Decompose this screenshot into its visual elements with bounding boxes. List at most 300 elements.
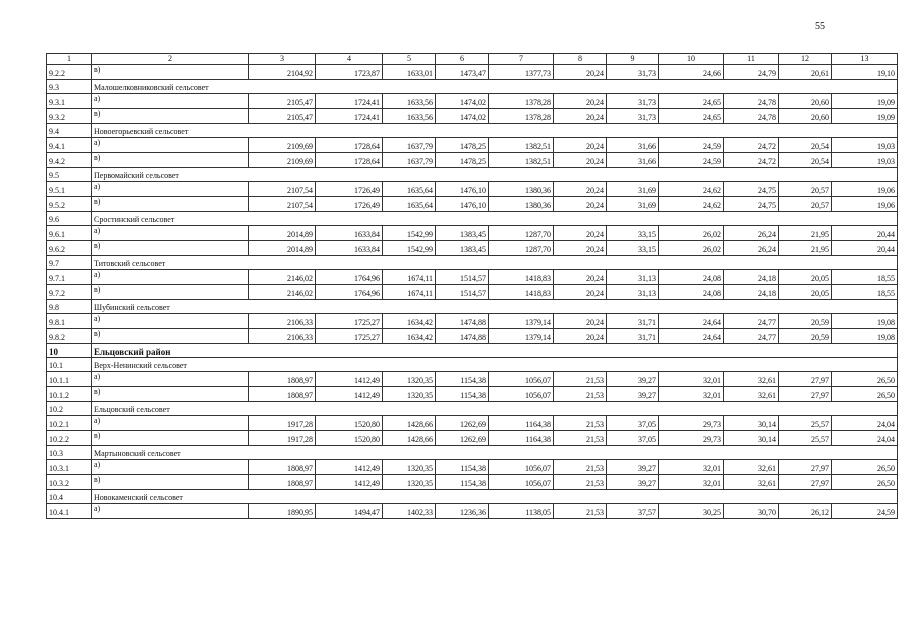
- row-code: 10.4.1: [47, 504, 92, 519]
- value-cell: 24,62: [659, 182, 724, 197]
- table-row: [47, 504, 898, 519]
- value-cell: 18,55: [832, 270, 898, 285]
- value-cell: 1320,35: [383, 460, 436, 475]
- value-cell: 25,57: [779, 431, 832, 446]
- value-cell: 27,97: [779, 387, 832, 402]
- value-cell: 1633,56: [383, 94, 436, 109]
- column-header: 6: [436, 54, 489, 65]
- row-variant: а): [92, 138, 249, 153]
- value-cell: 1428,66: [383, 431, 436, 446]
- section-code: 10.4: [47, 490, 92, 504]
- value-cell: 21,53: [554, 431, 607, 446]
- section-row: [47, 212, 898, 226]
- value-cell: 24,78: [724, 109, 779, 124]
- value-cell: 26,12: [779, 504, 832, 519]
- value-cell: 32,01: [659, 387, 724, 402]
- value-cell: 31,13: [607, 270, 659, 285]
- value-cell: 24,04: [832, 431, 898, 446]
- value-cell: 19,06: [832, 197, 898, 212]
- row-variant: в): [92, 285, 249, 300]
- value-cell: 2109,69: [249, 153, 316, 168]
- value-cell: 1287,70: [489, 226, 554, 241]
- value-cell: 1377,73: [489, 65, 554, 80]
- value-cell: 1726,49: [316, 182, 383, 197]
- section-name: Титовский сельсовет: [92, 256, 898, 270]
- value-cell: 31,73: [607, 109, 659, 124]
- value-cell: 24,78: [724, 94, 779, 109]
- value-cell: 1890,95: [249, 504, 316, 519]
- row-code: 9.7.2: [47, 285, 92, 300]
- value-cell: 24,04: [832, 416, 898, 431]
- value-cell: 1164,38: [489, 431, 554, 446]
- table-row: [47, 475, 898, 490]
- value-cell: 1383,45: [436, 241, 489, 256]
- row-variant: а): [92, 94, 249, 109]
- value-cell: 2109,69: [249, 138, 316, 153]
- value-cell: 39,27: [607, 387, 659, 402]
- column-header: 10: [659, 54, 724, 65]
- section-code: 9.3: [47, 80, 92, 94]
- row-code: 10.1.2: [47, 387, 92, 402]
- section-code: 9.5: [47, 168, 92, 182]
- value-cell: 1474,02: [436, 94, 489, 109]
- value-cell: 1412,49: [316, 475, 383, 490]
- section-code: 9.6: [47, 212, 92, 226]
- row-code: 10.1.1: [47, 372, 92, 387]
- value-cell: 1474,88: [436, 314, 489, 329]
- value-cell: 1382,51: [489, 153, 554, 168]
- value-cell: 21,53: [554, 475, 607, 490]
- value-cell: 1494,47: [316, 504, 383, 519]
- column-header: 2: [92, 54, 249, 65]
- value-cell: 1236,36: [436, 504, 489, 519]
- value-cell: 26,50: [832, 475, 898, 490]
- value-cell: 26,50: [832, 387, 898, 402]
- value-cell: 2107,54: [249, 197, 316, 212]
- value-cell: 1724,41: [316, 109, 383, 124]
- value-cell: 37,05: [607, 416, 659, 431]
- value-cell: 24,64: [659, 314, 724, 329]
- value-cell: 19,09: [832, 109, 898, 124]
- value-cell: 1520,80: [316, 431, 383, 446]
- value-cell: 24,77: [724, 314, 779, 329]
- column-header: 1: [47, 54, 92, 65]
- value-cell: 1056,07: [489, 372, 554, 387]
- value-cell: 2106,33: [249, 314, 316, 329]
- value-cell: 20,59: [779, 314, 832, 329]
- value-cell: 1808,97: [249, 475, 316, 490]
- value-cell: 19,03: [832, 153, 898, 168]
- value-cell: 20,60: [779, 109, 832, 124]
- column-header: 3: [249, 54, 316, 65]
- column-header: 11: [724, 54, 779, 65]
- value-cell: 20,24: [554, 241, 607, 256]
- value-cell: 1542,99: [383, 241, 436, 256]
- table-row: [47, 285, 898, 300]
- value-cell: 27,97: [779, 460, 832, 475]
- value-cell: 1138,05: [489, 504, 554, 519]
- value-cell: 20,61: [779, 65, 832, 80]
- value-cell: 19,08: [832, 314, 898, 329]
- value-cell: 21,53: [554, 460, 607, 475]
- value-cell: 20,05: [779, 285, 832, 300]
- value-cell: 1726,49: [316, 197, 383, 212]
- value-cell: 27,97: [779, 372, 832, 387]
- value-cell: 29,73: [659, 431, 724, 446]
- value-cell: 1056,07: [489, 387, 554, 402]
- row-code: 10.2.1: [47, 416, 92, 431]
- row-variant: в): [92, 153, 249, 168]
- value-cell: 33,15: [607, 241, 659, 256]
- value-cell: 24,72: [724, 153, 779, 168]
- value-cell: 2014,89: [249, 226, 316, 241]
- row-code: 9.7.1: [47, 270, 92, 285]
- value-cell: 1476,10: [436, 197, 489, 212]
- value-cell: 18,55: [832, 285, 898, 300]
- value-cell: 20,60: [779, 94, 832, 109]
- section-row: [47, 124, 898, 138]
- value-cell: 1674,11: [383, 285, 436, 300]
- value-cell: 20,24: [554, 285, 607, 300]
- table-row: [47, 138, 898, 153]
- value-cell: 1728,64: [316, 138, 383, 153]
- row-variant: а): [92, 314, 249, 329]
- section-row: [47, 80, 898, 94]
- value-cell: 29,73: [659, 416, 724, 431]
- row-variant: а): [92, 504, 249, 519]
- table-row: [47, 270, 898, 285]
- value-cell: 1428,66: [383, 416, 436, 431]
- value-cell: 24,75: [724, 182, 779, 197]
- value-cell: 24,08: [659, 270, 724, 285]
- value-cell: 1287,70: [489, 241, 554, 256]
- value-cell: 1418,83: [489, 270, 554, 285]
- value-cell: 1723,87: [316, 65, 383, 80]
- value-cell: 1412,49: [316, 372, 383, 387]
- value-cell: 1154,38: [436, 372, 489, 387]
- table-row: [47, 460, 898, 475]
- tariff-table: [46, 53, 898, 519]
- value-cell: 20,54: [779, 138, 832, 153]
- value-cell: 37,05: [607, 431, 659, 446]
- page-number: 55: [815, 21, 825, 32]
- value-cell: 24,79: [724, 65, 779, 80]
- row-code: 10.3.2: [47, 475, 92, 490]
- column-header: 5: [383, 54, 436, 65]
- value-cell: 1808,97: [249, 387, 316, 402]
- value-cell: 20,24: [554, 226, 607, 241]
- value-cell: 31,13: [607, 285, 659, 300]
- row-variant: а): [92, 226, 249, 241]
- value-cell: 30,70: [724, 504, 779, 519]
- value-cell: 32,61: [724, 372, 779, 387]
- value-cell: 39,27: [607, 372, 659, 387]
- row-code: 9.8.2: [47, 329, 92, 344]
- column-header: 7: [489, 54, 554, 65]
- value-cell: 1808,97: [249, 372, 316, 387]
- section-row: [47, 256, 898, 270]
- value-cell: 20,24: [554, 65, 607, 80]
- column-header: 8: [554, 54, 607, 65]
- row-variant: в): [92, 65, 249, 80]
- value-cell: 2146,02: [249, 270, 316, 285]
- value-cell: 1635,64: [383, 197, 436, 212]
- value-cell: 24,59: [832, 504, 898, 519]
- value-cell: 31,69: [607, 182, 659, 197]
- value-cell: 32,01: [659, 372, 724, 387]
- value-cell: 1674,11: [383, 270, 436, 285]
- value-cell: 1382,51: [489, 138, 554, 153]
- value-cell: 20,05: [779, 270, 832, 285]
- value-cell: 19,08: [832, 329, 898, 344]
- row-variant: в): [92, 431, 249, 446]
- value-cell: 32,61: [724, 387, 779, 402]
- section-code: 10.1: [47, 358, 92, 372]
- section-name: Верх-Ненинский сельсовет: [92, 358, 898, 372]
- value-cell: 1542,99: [383, 226, 436, 241]
- row-variant: в): [92, 329, 249, 344]
- section-code: 9.4: [47, 124, 92, 138]
- section-name: Новоегорьевский сельсовет: [92, 124, 898, 138]
- value-cell: 26,50: [832, 372, 898, 387]
- value-cell: 24,72: [724, 138, 779, 153]
- value-cell: 32,61: [724, 460, 779, 475]
- value-cell: 1637,79: [383, 153, 436, 168]
- value-cell: 1637,79: [383, 138, 436, 153]
- value-cell: 1633,56: [383, 109, 436, 124]
- section-code: 9.7: [47, 256, 92, 270]
- row-code: 9.6.1: [47, 226, 92, 241]
- value-cell: 1724,41: [316, 94, 383, 109]
- value-cell: 1262,69: [436, 416, 489, 431]
- value-cell: 1633,01: [383, 65, 436, 80]
- value-cell: 24,65: [659, 94, 724, 109]
- row-code: 9.4.1: [47, 138, 92, 153]
- value-cell: 1633,84: [316, 226, 383, 241]
- value-cell: 2105,47: [249, 109, 316, 124]
- value-cell: 1380,36: [489, 182, 554, 197]
- column-header: 12: [779, 54, 832, 65]
- value-cell: 32,01: [659, 475, 724, 490]
- value-cell: 20,24: [554, 138, 607, 153]
- table-row: [47, 65, 898, 80]
- value-cell: 2107,54: [249, 182, 316, 197]
- value-cell: 39,27: [607, 460, 659, 475]
- value-cell: 1320,35: [383, 387, 436, 402]
- value-cell: 20,44: [832, 241, 898, 256]
- row-code: 9.5.2: [47, 197, 92, 212]
- value-cell: 1412,49: [316, 387, 383, 402]
- value-cell: 1514,57: [436, 285, 489, 300]
- value-cell: 24,59: [659, 138, 724, 153]
- value-cell: 1514,57: [436, 270, 489, 285]
- value-cell: 26,02: [659, 241, 724, 256]
- value-cell: 19,06: [832, 182, 898, 197]
- row-code: 9.3.2: [47, 109, 92, 124]
- table-row: [47, 329, 898, 344]
- district-row: [47, 344, 898, 358]
- value-cell: 1262,69: [436, 431, 489, 446]
- value-cell: 31,73: [607, 65, 659, 80]
- value-cell: 1402,33: [383, 504, 436, 519]
- value-cell: 1154,38: [436, 475, 489, 490]
- value-cell: 1056,07: [489, 475, 554, 490]
- section-name: Мартыновский сельсовет: [92, 446, 898, 460]
- value-cell: 1917,28: [249, 431, 316, 446]
- value-cell: 2104,92: [249, 65, 316, 80]
- row-variant: а): [92, 372, 249, 387]
- row-variant: в): [92, 241, 249, 256]
- value-cell: 20,24: [554, 197, 607, 212]
- value-cell: 2014,89: [249, 241, 316, 256]
- section-name: Сростинский сельсовет: [92, 212, 898, 226]
- value-cell: 20,59: [779, 329, 832, 344]
- row-code: 10.2.2: [47, 431, 92, 446]
- value-cell: 21,53: [554, 372, 607, 387]
- value-cell: 1154,38: [436, 460, 489, 475]
- value-cell: 24,64: [659, 329, 724, 344]
- value-cell: 19,10: [832, 65, 898, 80]
- value-cell: 24,75: [724, 197, 779, 212]
- value-cell: 1635,64: [383, 182, 436, 197]
- value-cell: 30,14: [724, 431, 779, 446]
- section-name: Малошелковниковский сельсовет: [92, 80, 898, 94]
- row-variant: а): [92, 270, 249, 285]
- value-cell: 21,95: [779, 226, 832, 241]
- row-code: 9.5.1: [47, 182, 92, 197]
- value-cell: 2146,02: [249, 285, 316, 300]
- row-code: 10.3.1: [47, 460, 92, 475]
- table-body: [47, 54, 898, 519]
- value-cell: 1634,42: [383, 314, 436, 329]
- row-variant: а): [92, 460, 249, 475]
- row-variant: а): [92, 182, 249, 197]
- row-variant: в): [92, 387, 249, 402]
- value-cell: 24,66: [659, 65, 724, 80]
- value-cell: 31,66: [607, 153, 659, 168]
- section-row: [47, 490, 898, 504]
- table-row: [47, 226, 898, 241]
- value-cell: 31,69: [607, 197, 659, 212]
- row-code: 9.6.2: [47, 241, 92, 256]
- value-cell: 1474,88: [436, 329, 489, 344]
- value-cell: 1520,80: [316, 416, 383, 431]
- value-cell: 20,24: [554, 153, 607, 168]
- table-row: [47, 416, 898, 431]
- value-cell: 24,18: [724, 270, 779, 285]
- value-cell: 21,53: [554, 416, 607, 431]
- value-cell: 33,15: [607, 226, 659, 241]
- value-cell: 20,24: [554, 109, 607, 124]
- table-row: [47, 431, 898, 446]
- table-row: [47, 314, 898, 329]
- value-cell: 24,62: [659, 197, 724, 212]
- value-cell: 1478,25: [436, 153, 489, 168]
- value-cell: 21,53: [554, 504, 607, 519]
- section-code: 10: [47, 344, 92, 358]
- value-cell: 2106,33: [249, 329, 316, 344]
- value-cell: 1383,45: [436, 226, 489, 241]
- value-cell: 1633,84: [316, 241, 383, 256]
- table-row: [47, 182, 898, 197]
- column-header: 9: [607, 54, 659, 65]
- section-code: 10.2: [47, 402, 92, 416]
- value-cell: 20,57: [779, 182, 832, 197]
- row-code: 9.3.1: [47, 94, 92, 109]
- value-cell: 1154,38: [436, 387, 489, 402]
- section-row: [47, 168, 898, 182]
- value-cell: 19,09: [832, 94, 898, 109]
- value-cell: 24,18: [724, 285, 779, 300]
- value-cell: 20,24: [554, 94, 607, 109]
- value-cell: 20,24: [554, 329, 607, 344]
- value-cell: 1725,27: [316, 314, 383, 329]
- value-cell: 20,24: [554, 270, 607, 285]
- table-row: [47, 94, 898, 109]
- value-cell: 1379,14: [489, 329, 554, 344]
- header-row: [47, 54, 898, 65]
- value-cell: 31,71: [607, 314, 659, 329]
- value-cell: 1378,28: [489, 109, 554, 124]
- value-cell: 20,44: [832, 226, 898, 241]
- value-cell: 21,53: [554, 387, 607, 402]
- row-variant: а): [92, 416, 249, 431]
- value-cell: 32,01: [659, 460, 724, 475]
- value-cell: 1728,64: [316, 153, 383, 168]
- value-cell: 2105,47: [249, 94, 316, 109]
- value-cell: 27,97: [779, 475, 832, 490]
- value-cell: 30,25: [659, 504, 724, 519]
- table-row: [47, 153, 898, 168]
- value-cell: 32,61: [724, 475, 779, 490]
- value-cell: 24,08: [659, 285, 724, 300]
- section-row: [47, 300, 898, 314]
- value-cell: 1764,96: [316, 285, 383, 300]
- value-cell: 30,14: [724, 416, 779, 431]
- table-row: [47, 197, 898, 212]
- value-cell: 37,57: [607, 504, 659, 519]
- table-row: [47, 109, 898, 124]
- row-variant: в): [92, 197, 249, 212]
- value-cell: 1320,35: [383, 475, 436, 490]
- row-code: 9.8.1: [47, 314, 92, 329]
- value-cell: 24,65: [659, 109, 724, 124]
- section-name: Шубинский сельсовет: [92, 300, 898, 314]
- value-cell: 31,73: [607, 94, 659, 109]
- value-cell: 39,27: [607, 475, 659, 490]
- section-row: [47, 402, 898, 416]
- value-cell: 24,77: [724, 329, 779, 344]
- district-name: Ельцовский район: [92, 344, 898, 358]
- value-cell: 1476,10: [436, 182, 489, 197]
- value-cell: 1725,27: [316, 329, 383, 344]
- value-cell: 1164,38: [489, 416, 554, 431]
- column-header: 4: [316, 54, 383, 65]
- value-cell: 31,66: [607, 138, 659, 153]
- value-cell: 1056,07: [489, 460, 554, 475]
- value-cell: 1412,49: [316, 460, 383, 475]
- table-row: [47, 241, 898, 256]
- value-cell: 20,24: [554, 314, 607, 329]
- value-cell: 26,50: [832, 460, 898, 475]
- value-cell: 1320,35: [383, 372, 436, 387]
- row-code: 9.2.2: [47, 65, 92, 80]
- section-row: [47, 358, 898, 372]
- value-cell: 1380,36: [489, 197, 554, 212]
- value-cell: 31,71: [607, 329, 659, 344]
- value-cell: 26,24: [724, 241, 779, 256]
- section-code: 10.3: [47, 446, 92, 460]
